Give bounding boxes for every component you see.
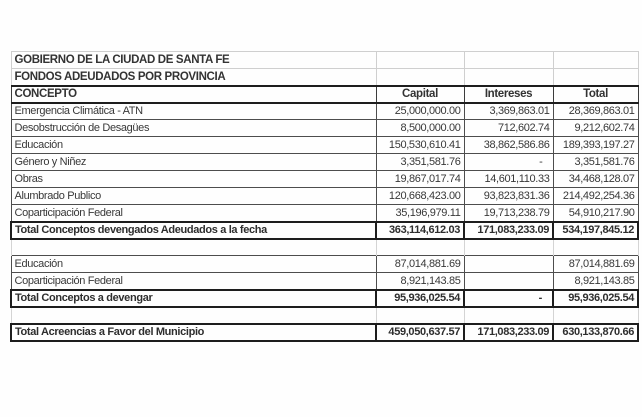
total-cell: 3,351,581.76 <box>553 154 638 171</box>
capital-cell: 3,351,581.76 <box>376 154 464 171</box>
capital-cell: 150,530,610.41 <box>376 137 464 154</box>
table-row <box>11 290 638 307</box>
concept-cell: Alumbrado Publico <box>11 188 376 205</box>
empty-cell <box>553 52 638 69</box>
total-cell: 189,393,197.27 <box>553 137 638 154</box>
concept-cell: Total Conceptos a devengar <box>11 290 376 307</box>
capital-cell <box>376 307 464 324</box>
table-subtitle: FONDOS ADEUDADOS POR PROVINCIA <box>11 69 376 86</box>
fondos-adeudados-table <box>10 51 639 342</box>
table-row <box>11 188 638 205</box>
title-row-1 <box>11 52 638 69</box>
empty-cell <box>553 69 638 86</box>
column-header-capital: Capital <box>376 86 464 103</box>
capital-cell: 8,921,143.85 <box>376 273 464 290</box>
capital-cell: 459,050,637.57 <box>376 324 464 341</box>
column-header-row <box>11 86 638 103</box>
total-cell <box>553 307 638 324</box>
total-cell: 54,910,217.90 <box>553 205 638 222</box>
total-cell: 534,197,845.12 <box>553 222 638 239</box>
table-row <box>11 120 638 137</box>
concept-cell: Emergencia Climática - ATN <box>11 103 376 120</box>
total-cell: 28,369,863.01 <box>553 103 638 120</box>
table-body <box>11 103 638 341</box>
concept-cell: Obras <box>11 171 376 188</box>
table-row <box>11 103 638 120</box>
empty-cell <box>464 52 553 69</box>
capital-cell: 35,196,979.11 <box>376 205 464 222</box>
capital-cell <box>376 239 464 256</box>
intereses-cell <box>464 273 553 290</box>
table-row <box>11 171 638 188</box>
total-cell: 214,492,254.36 <box>553 188 638 205</box>
concept-cell: Desobstrucción de Desagües <box>11 120 376 137</box>
capital-cell: 363,114,612.03 <box>376 222 464 239</box>
intereses-cell <box>464 239 553 256</box>
intereses-cell: 14,601,110.33 <box>464 171 553 188</box>
total-cell: 9,212,602.74 <box>553 120 638 137</box>
capital-cell: 25,000,000.00 <box>376 103 464 120</box>
capital-cell: 95,936,025.54 <box>376 290 464 307</box>
empty-cell <box>376 69 464 86</box>
capital-cell: 19,867,017.74 <box>376 171 464 188</box>
total-cell: 95,936,025.54 <box>553 290 638 307</box>
capital-cell: 87,014,881.69 <box>376 256 464 273</box>
empty-cell <box>376 52 464 69</box>
concept-cell <box>11 307 376 324</box>
total-cell: 34,468,128.07 <box>553 171 638 188</box>
spacer-row <box>11 239 638 256</box>
total-cell <box>553 239 638 256</box>
intereses-cell: 3,369,863.01 <box>464 103 553 120</box>
concept-cell: Género y Niñez <box>11 154 376 171</box>
empty-cell <box>464 69 553 86</box>
concept-cell: Coparticipación Federal <box>11 205 376 222</box>
spacer-row <box>11 307 638 324</box>
concept-cell <box>11 239 376 256</box>
column-header-total: Total <box>553 86 638 103</box>
table-row <box>11 154 638 171</box>
capital-cell: 120,668,423.00 <box>376 188 464 205</box>
concept-cell: Coparticipación Federal <box>11 273 376 290</box>
table-row <box>11 205 638 222</box>
intereses-cell: 712,602.74 <box>464 120 553 137</box>
concept-cell: Educación <box>11 137 376 154</box>
capital-cell: 8,500,000.00 <box>376 120 464 137</box>
column-header-intereses: Intereses <box>464 86 553 103</box>
total-cell: 87,014,881.69 <box>553 256 638 273</box>
intereses-cell: 19,713,238.79 <box>464 205 553 222</box>
table-row <box>11 222 638 239</box>
table-row <box>11 256 638 273</box>
table-title: GOBIERNO DE LA CIUDAD DE SANTA FE <box>11 52 376 69</box>
concept-cell: Total Acreencias a Favor del Municipio <box>11 324 376 341</box>
intereses-cell <box>464 307 553 324</box>
table-row <box>11 273 638 290</box>
total-cell: 8,921,143.85 <box>553 273 638 290</box>
intereses-cell: - <box>464 154 553 171</box>
table-row <box>11 324 638 341</box>
column-header-concepto: CONCEPTO <box>11 86 376 103</box>
intereses-cell: 171,083,233.09 <box>464 222 553 239</box>
title-row-2 <box>11 69 638 86</box>
total-cell: 630,133,870.66 <box>553 324 638 341</box>
intereses-cell: 171,083,233.09 <box>464 324 553 341</box>
concept-cell: Educación <box>11 256 376 273</box>
intereses-cell: 38,862,586.86 <box>464 137 553 154</box>
intereses-cell: 93,823,831.36 <box>464 188 553 205</box>
table-row <box>11 137 638 154</box>
intereses-cell: - <box>464 290 553 307</box>
intereses-cell <box>464 256 553 273</box>
concept-cell: Total Conceptos devengados Adeudados a la fecha <box>11 222 376 239</box>
